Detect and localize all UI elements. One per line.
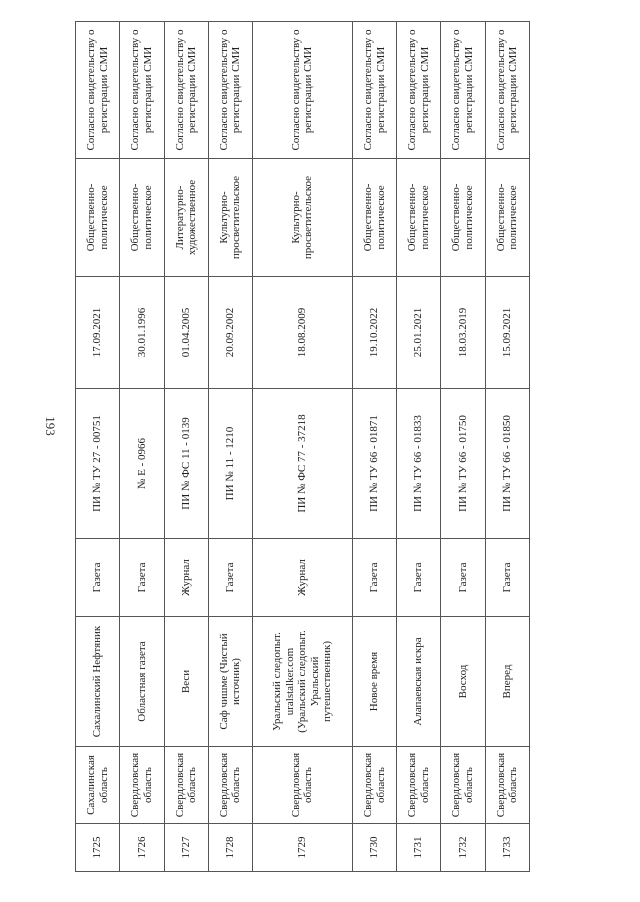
row-number: 1731 [397, 824, 441, 872]
distribution-form-cell: Журнал [253, 539, 353, 617]
specialization-cell: Общественно-политическое [485, 159, 529, 277]
region-cell: Свердловская область [120, 747, 164, 824]
table-row [76, 22, 120, 872]
specialization-cell: Литературно-художественное [164, 159, 208, 277]
registration-date-cell: 18.08.2009 [253, 277, 353, 389]
page-number: 193 [42, 416, 58, 436]
table-row [208, 22, 252, 872]
table-row [352, 22, 396, 872]
region-cell: Свердловская область [253, 747, 353, 824]
distribution-form-cell: Газета [441, 539, 485, 617]
note-cell: Согласно свидетельству о регистрации СМИ [253, 22, 353, 159]
registration-number-cell: ПИ № ФС 77 - 37218 [253, 389, 353, 539]
registration-number-cell: ПИ № ТУ 66 - 01750 [441, 389, 485, 539]
registration-date-cell: 15.09.2021 [485, 277, 529, 389]
media-title-cell: Вперед [485, 617, 529, 747]
distribution-form-cell: Газета [397, 539, 441, 617]
registration-number-cell: ПИ № 11 - 1210 [208, 389, 252, 539]
registration-number-cell: ПИ № ФС 11 - 0139 [164, 389, 208, 539]
region-cell: Свердловская область [352, 747, 396, 824]
row-number: 1730 [352, 824, 396, 872]
note-cell: Согласно свидетельству о регистрации СМИ [76, 22, 120, 159]
note-cell: Согласно свидетельству о регистрации СМИ [441, 22, 485, 159]
distribution-form-cell: Газета [208, 539, 252, 617]
region-cell: Свердловская область [485, 747, 529, 824]
note-cell: Согласно свидетельству о регистрации СМИ [164, 22, 208, 159]
media-title-cell: Алапаевская искра [397, 617, 441, 747]
registration-number-cell: ПИ № ТУ 27 - 00751 [76, 389, 120, 539]
note-cell: Согласно свидетельству о регистрации СМИ [208, 22, 252, 159]
registration-date-cell: 18.03.2019 [441, 277, 485, 389]
media-title-cell: Восход [441, 617, 485, 747]
specialization-cell: Общественно-политическое [120, 159, 164, 277]
registration-number-cell: ПИ № ТУ 66 - 01833 [397, 389, 441, 539]
specialization-cell: Культурно-просветительское [253, 159, 353, 277]
media-title-cell: Областная газета [120, 617, 164, 747]
media-title-cell: Сахалинский Нефтяник [76, 617, 120, 747]
table-row [120, 22, 164, 872]
row-number: 1729 [253, 824, 353, 872]
row-number: 1728 [208, 824, 252, 872]
specialization-cell: Общественно-политическое [441, 159, 485, 277]
table-row [164, 22, 208, 872]
table-row [441, 22, 485, 872]
registration-date-cell: 30.01.1996 [120, 277, 164, 389]
registration-number-cell: № Е - 0966 [120, 389, 164, 539]
row-number: 1732 [441, 824, 485, 872]
distribution-form-cell: Журнал [164, 539, 208, 617]
registration-date-cell: 20.09.2002 [208, 277, 252, 389]
distribution-form-cell: Газета [352, 539, 396, 617]
media-title-cell: Саф чишме (Чистый источник) [208, 617, 252, 747]
distribution-form-cell: Газета [485, 539, 529, 617]
row-number: 1726 [120, 824, 164, 872]
media-title-cell: Уральский следопыт. uralstalker.com (Уральский следопыт. Уральский путешественник) [253, 617, 353, 747]
media-registry-table [75, 21, 530, 872]
specialization-cell: Общественно-политическое [76, 159, 120, 277]
note-cell: Согласно свидетельству о регистрации СМИ [397, 22, 441, 159]
row-number: 1725 [76, 824, 120, 872]
table-row [485, 22, 529, 872]
note-cell: Согласно свидетельству о регистрации СМИ [120, 22, 164, 159]
table-row [253, 22, 353, 872]
registration-date-cell: 25.01.2021 [397, 277, 441, 389]
registration-number-cell: ПИ № ТУ 66 - 01871 [352, 389, 396, 539]
specialization-cell: Культурно-просветительское [208, 159, 252, 277]
rotated-table-container [75, 22, 530, 872]
region-cell: Свердловская область [441, 747, 485, 824]
specialization-cell: Общественно-политическое [397, 159, 441, 277]
distribution-form-cell: Газета [120, 539, 164, 617]
registration-number-cell: ПИ № ТУ 66 - 01850 [485, 389, 529, 539]
note-cell: Согласно свидетельству о регистрации СМИ [352, 22, 396, 159]
table-row [397, 22, 441, 872]
registration-date-cell: 19.10.2022 [352, 277, 396, 389]
region-cell: Свердловская область [208, 747, 252, 824]
registration-date-cell: 01.04.2005 [164, 277, 208, 389]
specialization-cell: Общественно-политическое [352, 159, 396, 277]
distribution-form-cell: Газета [76, 539, 120, 617]
media-title-cell: Веси [164, 617, 208, 747]
registration-date-cell: 17.09.2021 [76, 277, 120, 389]
media-title-cell: Новое время [352, 617, 396, 747]
row-number: 1727 [164, 824, 208, 872]
region-cell: Свердловская область [397, 747, 441, 824]
note-cell: Согласно свидетельству о регистрации СМИ [485, 22, 529, 159]
row-number: 1733 [485, 824, 529, 872]
region-cell: Свердловская область [164, 747, 208, 824]
region-cell: Сахалинская область [76, 747, 120, 824]
